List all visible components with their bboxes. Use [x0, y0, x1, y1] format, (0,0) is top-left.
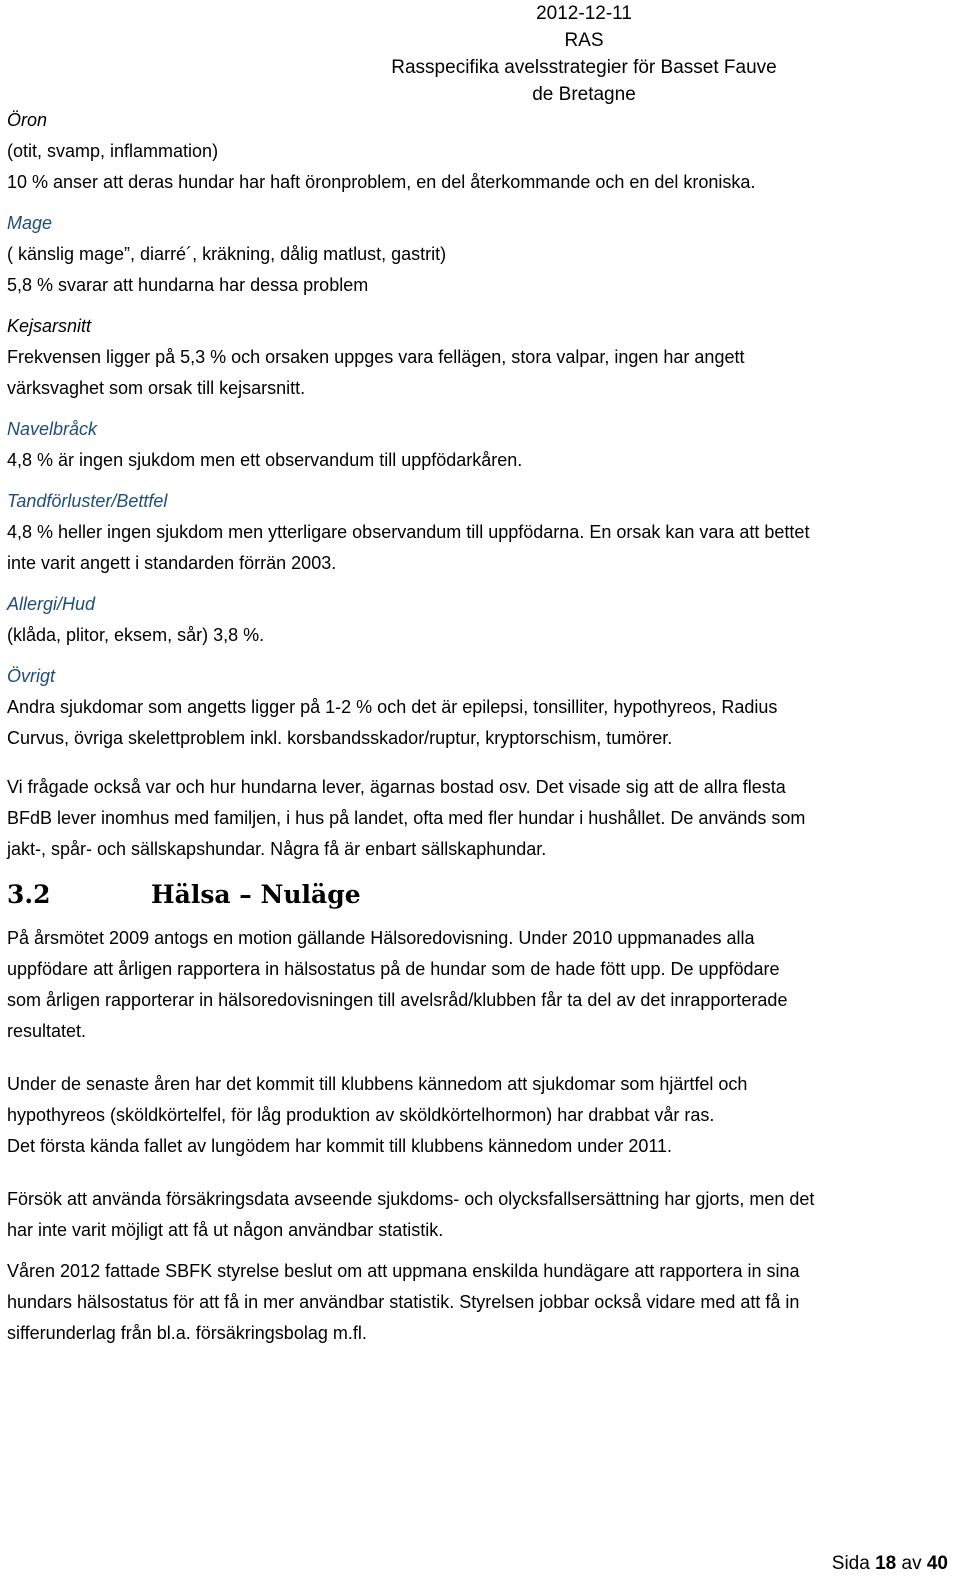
heading-text: Hälsa – Nuläge: [151, 880, 361, 909]
paragraph-line: resultatet.: [7, 1021, 87, 1041]
section-title-navelbrack: Navelbråck: [7, 419, 98, 439]
footer-page-number: 18: [875, 1553, 897, 1574]
section-line: Curvus, övriga skelettproblem inkl. korsbandsskador/ruptur, kryptorschism, tumörer.: [7, 728, 673, 748]
page-footer: [832, 1553, 948, 1575]
paragraph-line: sifferunderlag från bl.a. försäkringsbolag m.fl.: [7, 1323, 367, 1343]
paragraph-line: hypothyreos (sköldkörtelfel, för låg produktion av sköldkörtelhormon) har drabbat vår ras.: [7, 1105, 715, 1125]
section-heading: [7, 873, 953, 917]
paragraph-line: Vi frågade också var och hur hundarna lever, ägarnas bostad osv. Det visade sig att de allra flesta: [7, 777, 786, 797]
header-title: Rasspecifika avelsstrategier för Basset Fauve de Bretagne: [391, 57, 777, 105]
header-org: RAS: [564, 30, 604, 51]
section-title-oron: Öron: [7, 110, 48, 130]
section-line: (otit, svamp, inflammation): [7, 141, 219, 161]
paragraph-line: Det första kända fallet av lungödem har kommit till klubbens kännedom under 2011.: [7, 1136, 673, 1156]
footer-label: Sida: [831, 1553, 870, 1574]
header-date: 2012-12-11: [536, 3, 632, 24]
footer-of: av: [901, 1553, 922, 1574]
section-line: värksvaghet som orsak till kejsarsnitt.: [7, 378, 306, 398]
footer-page-total: 40: [926, 1553, 948, 1574]
section-line: inte varit angett i standarden förrän 2003.: [7, 553, 337, 573]
section-line: (klåda, plitor, eksem, sår) 3,8 %.: [7, 625, 265, 645]
page-header: [380, 0, 788, 108]
section-title-tandforluster: Tandförluster/Bettfel: [7, 491, 168, 511]
section-line: 10 % anser att deras hundar har haft öronproblem, en del återkommande och en del kroniska.: [7, 172, 756, 192]
section-title-mage: Mage: [7, 213, 53, 233]
paragraph-line: Under de senaste åren har det kommit till klubbens kännedom att sjukdomar som hjärtfel och: [7, 1074, 748, 1094]
paragraph-line: uppfödare att årligen rapportera in hälsostatus på de hundar som de hade fött upp. De uppfödare: [7, 959, 780, 979]
paragraph-line: har inte varit möjligt att få ut någon användbar statistik.: [7, 1220, 444, 1240]
paragraph-line: som årligen rapporterar in hälsoredovisningen till avelsråd/klubben får ta del av det inrapporterade: [7, 990, 788, 1010]
section-title-kejsarsnitt: Kejsarsnitt: [7, 316, 92, 336]
heading-number: 3.2: [7, 880, 51, 909]
section-line: Frekvensen ligger på 5,3 % och orsaken uppges vara fellägen, stora valpar, ingen har angett: [7, 347, 745, 367]
paragraph-line: Våren 2012 fattade SBFK styrelse beslut om att uppmana enskilda hundägare att rapportera in sina: [7, 1261, 800, 1281]
paragraph-line: På årsmötet 2009 antogs en motion gällande Hälsoredovisning. Under 2010 uppmanades alla: [7, 928, 755, 948]
section-line: ( känslig mage”, diarré´, kräkning, dålig matlust, gastrit): [7, 244, 447, 264]
paragraph-line: jakt-, spår- och sällskapshundar. Några få är enbart sällskaphundar.: [7, 839, 547, 859]
section-title-allergi: Allergi/Hud: [7, 594, 96, 614]
paragraph-line: Försök att använda försäkringsdata avseende sjukdoms- och olycksfallsersättning har gjorts, men det: [7, 1189, 815, 1209]
paragraph-line: BFdB lever inomhus med familjen, i hus på landet, ofta med fler hundar i hushållet. De används som: [7, 808, 806, 828]
section-line: 5,8 % svarar att hundarna har dessa problem: [7, 275, 369, 295]
document-body: [7, 105, 953, 1349]
section-line: 4,8 % heller ingen sjukdom men ytterligare observandum till uppfödarna. En orsak kan vara att bettet: [7, 522, 810, 542]
section-title-ovrigt: Övrigt: [7, 666, 56, 686]
section-line: 4,8 % är ingen sjukdom men ett observandum till uppfödarkåren.: [7, 450, 523, 470]
section-line: Andra sjukdomar som angetts ligger på 1-2 % och det är epilepsi, tonsilliter, hypothyreos, Radius: [7, 697, 778, 717]
paragraph-line: hundars hälsostatus för att få in mer användbar statistik. Styrelsen jobbar också vidare med att få in: [7, 1292, 800, 1312]
